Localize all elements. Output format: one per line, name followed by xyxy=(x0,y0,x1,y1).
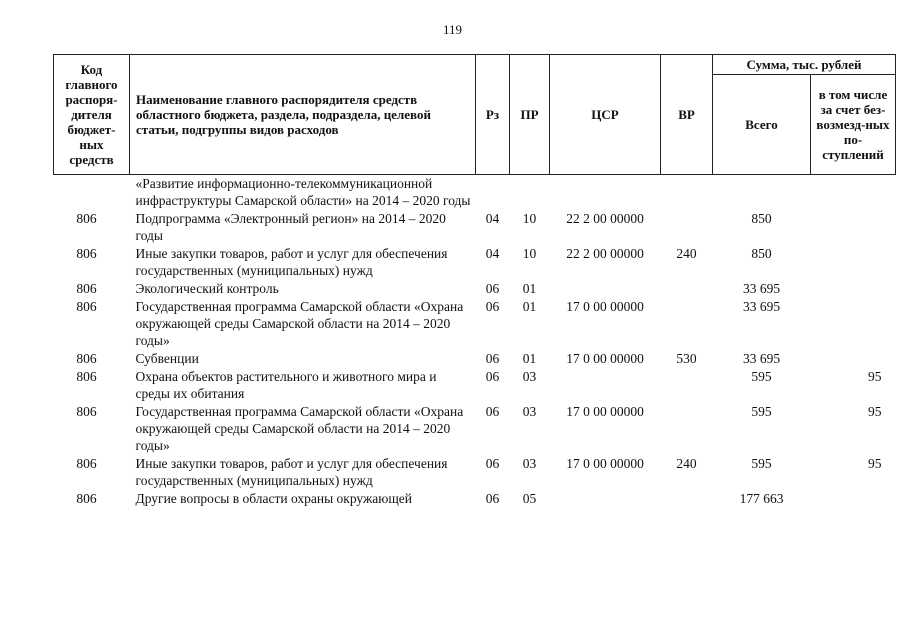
row-pr: 05 xyxy=(522,491,537,506)
row-code: 806 xyxy=(76,404,97,419)
header-csr: ЦСР xyxy=(550,55,661,175)
row-name: Охрана объектов растительного и животного мира и среды их обитания xyxy=(135,369,437,401)
row-incl: 95 xyxy=(868,369,882,384)
row-pr: 01 xyxy=(522,351,537,366)
row-csr xyxy=(550,175,661,211)
row-code: 806 xyxy=(76,211,97,226)
row-rz: 06 xyxy=(485,404,500,419)
row-total: 33 695 xyxy=(742,281,781,296)
row-name: Иные закупки товаров, работ и услуг для обеспечения государственных (муниципальных) нужд xyxy=(135,246,448,278)
row-csr xyxy=(550,280,661,298)
row-name: Государственная программа Самарской области «Охрана окружающей среды Самарской области на 2014 – 2020 годы» xyxy=(135,299,464,348)
row-csr: 17 0 00 00000 xyxy=(566,299,644,314)
row-total: 33 695 xyxy=(742,299,781,314)
row-rz: 04 xyxy=(485,246,500,261)
row-name: Экологический контроль xyxy=(135,281,279,296)
row-csr xyxy=(550,368,661,403)
budget-table xyxy=(53,54,896,508)
row-pr: 03 xyxy=(522,369,537,384)
row-code: 806 xyxy=(76,456,97,471)
row-incl xyxy=(811,245,896,280)
row-vr xyxy=(661,175,713,211)
header-vr: ВР xyxy=(661,55,713,175)
row-vr xyxy=(661,210,713,245)
row-pr: 03 xyxy=(522,456,537,471)
row-total: 595 xyxy=(751,369,772,384)
row-pr xyxy=(510,175,550,211)
row-csr: 17 0 00 00000 xyxy=(566,404,644,419)
page-number: 119 xyxy=(442,22,463,37)
table-row xyxy=(54,350,896,368)
row-total: 177 663 xyxy=(739,491,784,506)
row-vr: 240 xyxy=(676,456,697,471)
row-incl xyxy=(811,298,896,350)
row-csr: 17 0 00 00000 xyxy=(566,351,644,366)
table-row xyxy=(54,245,896,280)
row-name: Субвенции xyxy=(135,351,199,366)
row-code: 806 xyxy=(76,351,97,366)
header-name: Наименование главного распорядителя средств областного бюджета, раздела, подраздела, целевой статьи, подгруппы видов расходов xyxy=(130,55,476,175)
row-rz: 06 xyxy=(485,456,500,471)
row-vr: 240 xyxy=(676,246,697,261)
row-name: «Развитие информационно-телекоммуникационной инфраструктуры Самарской области» на 2014 – 2020 годы xyxy=(135,176,471,208)
row-csr xyxy=(550,490,661,508)
row-total: 850 xyxy=(751,246,772,261)
row-vr xyxy=(661,280,713,298)
header-total: Всего xyxy=(713,75,811,175)
row-code: 806 xyxy=(76,369,97,384)
row-code: 806 xyxy=(76,299,97,314)
row-vr xyxy=(661,368,713,403)
table-row xyxy=(54,210,896,245)
row-csr: 22 2 00 00000 xyxy=(566,246,644,261)
header-sum: Сумма, тыс. рублей xyxy=(713,55,896,75)
row-csr: 22 2 00 00000 xyxy=(566,211,644,226)
row-pr: 01 xyxy=(522,299,537,314)
row-rz: 06 xyxy=(485,369,500,384)
row-total: 33 695 xyxy=(742,351,781,366)
row-code xyxy=(54,175,130,211)
row-code: 806 xyxy=(76,491,97,506)
row-pr: 10 xyxy=(522,246,537,261)
row-total: 595 xyxy=(751,456,772,471)
table-row xyxy=(54,455,896,490)
row-incl: 95 xyxy=(868,404,882,419)
row-incl xyxy=(811,175,896,211)
row-pr: 03 xyxy=(522,404,537,419)
row-incl xyxy=(811,280,896,298)
row-rz: 06 xyxy=(485,299,500,314)
header-incl: в том числе за счет без-возмезд-ных по-ступлений xyxy=(811,75,896,175)
table-row xyxy=(54,298,896,350)
row-total xyxy=(713,175,811,211)
header-pr: ПР xyxy=(510,55,550,175)
row-incl xyxy=(811,210,896,245)
row-name: Государственная программа Самарской области «Охрана окружающей среды Самарской области на 2014 – 2020 годы» xyxy=(135,404,464,453)
row-vr xyxy=(661,298,713,350)
row-vr xyxy=(661,490,713,508)
row-rz: 06 xyxy=(485,351,500,366)
row-total: 850 xyxy=(751,211,772,226)
row-name: Иные закупки товаров, работ и услуг для обеспечения государственных (муниципальных) нужд xyxy=(135,456,448,488)
row-rz xyxy=(476,175,510,211)
row-incl xyxy=(811,350,896,368)
header-rz: Рз xyxy=(476,55,510,175)
row-code: 806 xyxy=(76,246,97,261)
table-row xyxy=(54,403,896,455)
row-rz: 04 xyxy=(485,211,500,226)
row-csr: 17 0 00 00000 xyxy=(566,456,644,471)
row-code: 806 xyxy=(76,281,97,296)
row-name: Подпрограмма «Электронный регион» на 2014 – 2020 годы xyxy=(135,211,446,243)
row-incl: 95 xyxy=(868,456,882,471)
row-rz: 06 xyxy=(485,491,500,506)
row-vr: 530 xyxy=(676,351,697,366)
table-row xyxy=(54,175,896,211)
table-row xyxy=(54,280,896,298)
table-row xyxy=(54,490,896,508)
table-body xyxy=(54,175,896,509)
table-row xyxy=(54,368,896,403)
row-vr xyxy=(661,403,713,455)
row-incl xyxy=(811,490,896,508)
row-pr: 10 xyxy=(522,211,537,226)
header-code: Код главного распоря-дителя бюджет-ных средств xyxy=(54,55,130,175)
row-pr: 01 xyxy=(522,281,537,296)
row-rz: 06 xyxy=(485,281,500,296)
row-total: 595 xyxy=(751,404,772,419)
row-name: Другие вопросы в области охраны окружающей xyxy=(135,491,412,506)
